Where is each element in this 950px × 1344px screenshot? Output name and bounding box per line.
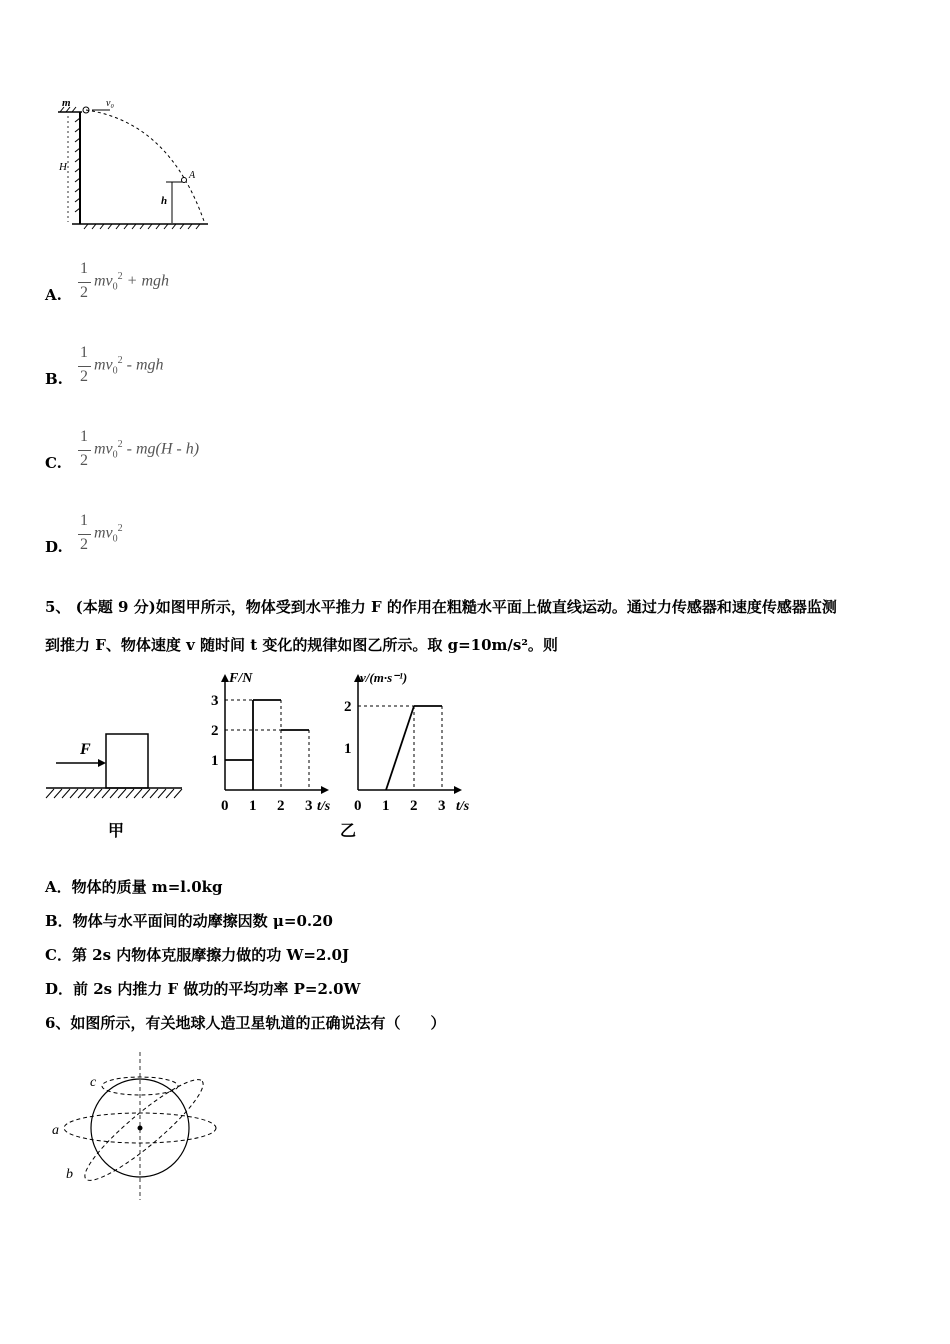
F-x-arrowhead: [321, 786, 329, 794]
v-y-axis-label: v/(m·s⁻¹): [360, 670, 408, 685]
F-x-tick-label: 1: [249, 798, 257, 814]
expr-sup: 2: [117, 439, 123, 450]
figure-jia: [42, 668, 192, 848]
v-y-tick-label: 2: [344, 699, 352, 715]
frac-numerator: 1: [80, 344, 88, 361]
graph-F-t: [205, 660, 345, 820]
expr-sub: 0: [112, 281, 118, 293]
expr-main: mv: [94, 524, 113, 542]
formula-expression: [94, 523, 123, 545]
F-x-axis-label: t/s: [317, 799, 331, 814]
expr-main: mv: [94, 356, 113, 374]
frac-numerator: 1: [80, 428, 88, 445]
h-label: h: [161, 195, 168, 207]
option-letter: C.: [45, 454, 62, 472]
frac-bar: [78, 450, 91, 451]
expr-sup: 2: [117, 271, 123, 282]
expr-main: mv: [94, 272, 113, 290]
projectile-figure: [50, 92, 220, 232]
option-letter: B.: [45, 370, 63, 388]
v-x-tick-label: 1: [382, 798, 390, 814]
v0-label: v₀: [106, 98, 114, 109]
v-x-tick-label: 0: [354, 798, 362, 814]
option-letter: D.: [45, 538, 63, 556]
orbit-c: [102, 1077, 178, 1095]
expr-sup: 2: [117, 355, 123, 366]
graph-v-t: [338, 660, 483, 820]
q5-choice-C[interactable]: C．第 2s 内物体克服摩擦力做的功 W=2.0J: [45, 946, 350, 964]
frac-bar: [78, 534, 91, 535]
v-x-axis-label: t/s: [456, 799, 470, 814]
point-A-marker: [182, 178, 187, 183]
expr-main: mv: [94, 440, 113, 458]
F-y-arrowhead: [221, 674, 229, 682]
v-y-tick-label: 1: [344, 741, 352, 757]
q5-stem-line1: 5、 (本题 9 分)如图甲所示，物体受到水平推力 F 的作用在粗糙水平面上做直线运动。通过力传感器和速度传感器监测: [45, 598, 837, 616]
figure-yi-label: 乙: [340, 821, 357, 840]
F-y-axis-label: F/N: [229, 671, 253, 686]
m-label: m: [62, 97, 71, 109]
expr-sub: 0: [112, 449, 118, 461]
block: [106, 734, 148, 788]
formula-expression: [94, 271, 169, 293]
satellite-orbit-figure: [48, 1048, 228, 1203]
F-y-tick-label: 2: [211, 723, 219, 739]
F-x-tick-label: 0: [221, 798, 229, 814]
frac-numerator: 1: [80, 512, 88, 529]
F-y-tick-label: 3: [211, 693, 219, 709]
orbit-label-b: b: [66, 1167, 73, 1182]
F-x-tick-label: 2: [277, 798, 285, 814]
q5-stem-line2: 到推力 F、物体速度 v 随时间 t 变化的规律如图乙所示。取 g=10m/s²。则: [45, 636, 558, 654]
v-x-tick-label: 2: [410, 798, 418, 814]
expr-sub: 0: [112, 365, 118, 377]
earth-center: [138, 1126, 143, 1131]
frac-numerator: 1: [80, 260, 88, 277]
orbit-label-c: c: [90, 1075, 97, 1090]
F-x-tick-label: 3: [305, 798, 313, 814]
force-arrowhead: [98, 759, 106, 767]
frac-denominator: 2: [80, 284, 88, 301]
option-letter: A.: [45, 286, 62, 304]
q5-choice-B[interactable]: B．物体与水平面间的动摩擦因数 μ=0.20: [45, 912, 333, 930]
trajectory-curve: [86, 110, 205, 224]
F-y-tick-label: 1: [211, 753, 219, 769]
floor-hatch: [46, 789, 182, 798]
expr-sub: 0: [112, 533, 118, 545]
v-x-arrowhead: [454, 786, 462, 794]
frac-bar: [78, 282, 91, 283]
orbit-label-a: a: [52, 1123, 59, 1138]
frac-denominator: 2: [80, 536, 88, 553]
expr-tail: + mgh: [122, 272, 170, 290]
frac-denominator: 2: [80, 368, 88, 385]
formula-expression: [94, 439, 199, 461]
expr-tail: - mg(H - h): [122, 440, 200, 458]
figure-jia-label: 甲: [108, 823, 125, 840]
frac-denominator: 2: [80, 452, 88, 469]
q6-stem: 6、如图所示，有关地球人造卫星轨道的正确说法有（ ）: [45, 1014, 446, 1032]
formula-expression: [94, 355, 164, 377]
q5-choice-D[interactable]: D．前 2s 内推力 F 做功的平均功率 P=2.0W: [45, 980, 361, 998]
expr-sup: 2: [117, 523, 123, 534]
frac-bar: [78, 366, 91, 367]
v-x-tick-label: 3: [438, 798, 446, 814]
v-segment: [386, 706, 414, 790]
H-label: H: [59, 161, 67, 173]
q5-choice-A[interactable]: A．物体的质量 m=l.0kg: [45, 878, 223, 896]
expr-tail: - mgh: [122, 356, 164, 374]
force-label: F: [80, 741, 91, 758]
A-label: A: [189, 170, 196, 181]
